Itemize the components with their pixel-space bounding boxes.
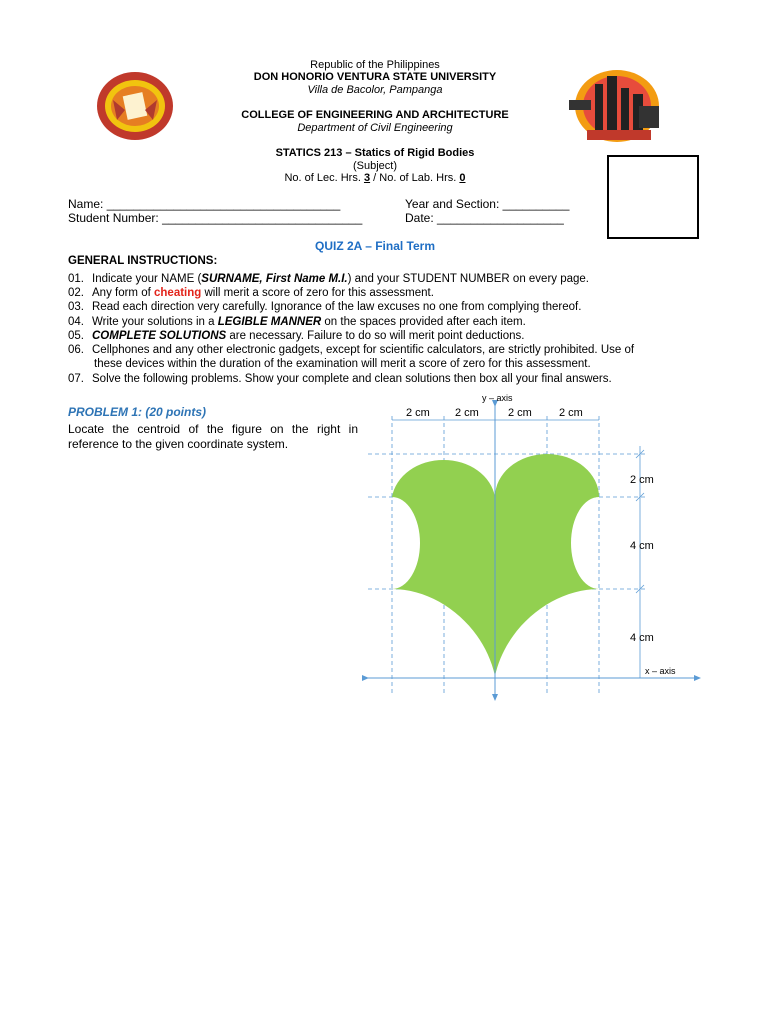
photo-box xyxy=(607,155,699,239)
college-logo-icon xyxy=(565,66,661,146)
instruction-03: 03. Read each direction very carefully. Ignorance of the law excuses no one from complying thereof. xyxy=(68,301,582,313)
hours-line xyxy=(190,172,560,185)
year-section-label: Year and Section: xyxy=(405,197,500,211)
instructions-heading: GENERAL INSTRUCTIONS: xyxy=(68,255,218,267)
instruction-05: 05. COMPLETE SOLUTIONS are necessary. Failure to do so will merit point deductions. xyxy=(68,330,525,342)
right-dim-2: 4 cm xyxy=(630,540,654,552)
university-location: Villa de Bacolor, Pampanga xyxy=(307,84,443,96)
year-section-field[interactable] xyxy=(405,197,569,211)
subject-caption: (Subject) xyxy=(352,160,398,172)
lab-hours-value: 0 xyxy=(459,172,466,184)
date-field[interactable] xyxy=(405,211,564,225)
instruction-01: 01. Indicate your NAME (SURNAME, First Name M.I.) and your STUDENT NUMBER on every page. xyxy=(68,273,590,285)
top-dim-2: 2 cm xyxy=(455,407,479,419)
college-name: COLLEGE OF ENGINEERING AND ARCHITECTURE xyxy=(241,109,509,121)
problem-title: PROBLEM 1: (20 points) xyxy=(68,405,207,419)
right-dim-1: 2 cm xyxy=(630,474,654,486)
top-dim-1: 2 cm xyxy=(406,407,430,419)
x-axis-label: x – axis xyxy=(645,666,676,676)
lab-hours-label: / No. of Lab. Hrs. xyxy=(373,172,457,184)
republic-line: Republic of the Philippines xyxy=(310,59,440,71)
lec-hours-label: No. of Lec. Hrs. xyxy=(284,172,361,184)
university-seal-icon xyxy=(95,70,175,142)
student-number-field[interactable] xyxy=(68,211,362,225)
top-dim-4: 2 cm xyxy=(559,407,583,419)
university-name: DON HONORIO VENTURA STATE UNIVERSITY xyxy=(253,71,497,83)
name-line[interactable]: ___________________________________ xyxy=(106,197,341,211)
name-label: Name: xyxy=(68,197,104,211)
lec-hours-value: 3 xyxy=(363,172,371,184)
instruction-04: 04. Write your solutions in a LEGIBLE MANNER on the spaces provided after each item. xyxy=(68,316,526,328)
subject-title: STATICS 213 – Statics of Rigid Bodies xyxy=(275,147,475,159)
quiz-title: QUIZ 2A – Final Term xyxy=(314,239,436,253)
date-line[interactable]: ___________________ xyxy=(437,211,564,225)
top-dim-3: 2 cm xyxy=(508,407,532,419)
name-field[interactable] xyxy=(68,197,340,211)
student-number-line[interactable]: ______________________________ xyxy=(162,211,363,225)
problem-text: Locate the centroid of the figure on the right in reference to the given coordinate system. xyxy=(68,422,358,451)
heart-figure xyxy=(358,386,704,704)
year-section-line[interactable]: __________ xyxy=(502,197,570,211)
department-name: Department of Civil Engineering xyxy=(297,122,453,134)
instruction-06: 06. Cellphones and any other electronic gadgets, except for scientific calculators, are strictly prohibited. Use of these devices within the duration of the examination will merit a score of zero for this assessment. xyxy=(68,344,635,370)
instruction-02: 02. Any form of cheating will merit a score of zero for this assessment. xyxy=(68,287,434,299)
right-dim-3: 4 cm xyxy=(630,632,654,644)
y-axis-label: y – axis xyxy=(482,393,513,403)
date-label: Date: xyxy=(405,211,434,225)
student-number-label: Student Number: xyxy=(68,211,159,225)
instruction-07: 07. Solve the following problems. Show your complete and clean solutions then box all your final answers. xyxy=(68,373,612,385)
